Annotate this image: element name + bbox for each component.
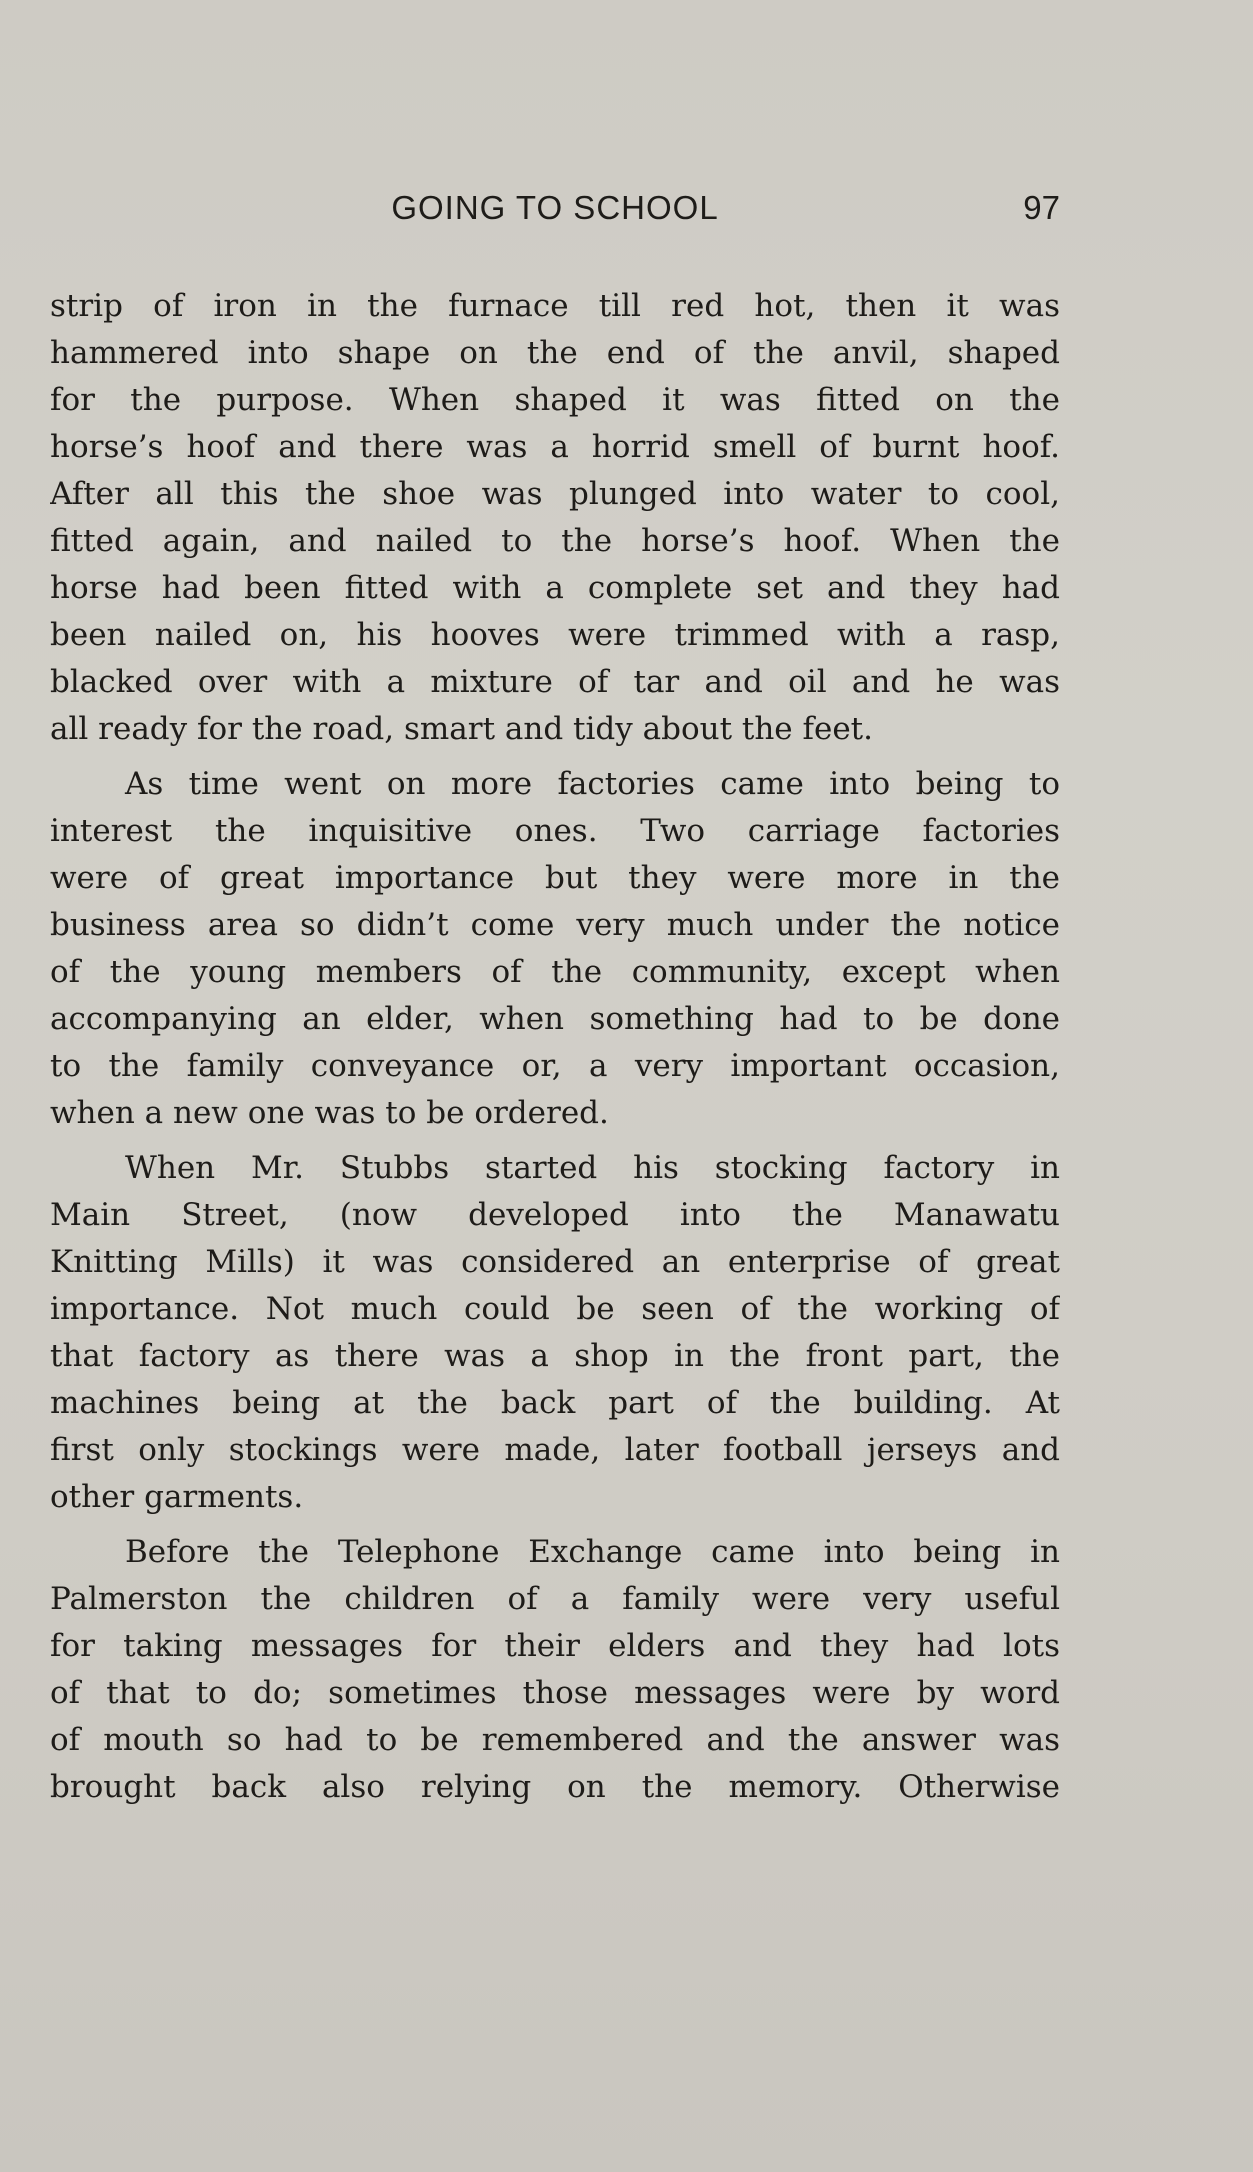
text-line: Palmerston the children of a family were very useful [50, 1581, 1060, 1617]
text-line: for taking messages for their elders and they had lots [50, 1628, 1060, 1664]
text-line: As time went on more factories came into being to [125, 766, 1060, 802]
text-line: fitted again, and nailed to the horse’s hoof. When the [50, 523, 1060, 559]
text-line: to the family conveyance or, a very important occasion, [50, 1048, 1060, 1084]
text-line: hammered into shape on the end of the anvil, shaped [50, 335, 1060, 371]
text-line: other garments. [50, 1479, 304, 1515]
text-line: interest the inquisitive ones. Two carriage factories [50, 813, 1060, 849]
text-line: Main Street, (now developed into the Manawatu [50, 1197, 1060, 1233]
page-number: 97 [1023, 189, 1060, 226]
text-line: Before the Telephone Exchange came into being in [125, 1534, 1060, 1570]
page-header [50, 183, 1060, 233]
running-head: GOING TO SCHOOL [391, 189, 719, 226]
text-line: accompanying an elder, when something had to be done [50, 1001, 1060, 1037]
paragraph [50, 1529, 1060, 1811]
text-line: blacked over with a mixture of tar and oil and he was [50, 664, 1060, 700]
text-line: first only stockings were made, later football jerseys and [50, 1432, 1060, 1468]
text-line: of the young members of the community, except when [50, 954, 1060, 990]
paragraph [50, 1145, 1060, 1521]
paragraph [50, 283, 1060, 753]
text-line: importance. Not much could be seen of the working of [50, 1291, 1060, 1327]
text-line: of mouth so had to be remembered and the answer was [50, 1722, 1060, 1758]
body-text [50, 283, 1060, 1819]
text-line: horse’s hoof and there was a horrid smell of burnt hoof. [50, 429, 1060, 465]
text-line: that factory as there was a shop in the front part, the [50, 1338, 1060, 1374]
text-line: strip of iron in the furnace till red hot, then it was [50, 288, 1060, 324]
paragraph [50, 761, 1060, 1137]
text-line: horse had been fitted with a complete set and they had [50, 570, 1060, 606]
text-line: brought back also relying on the memory. Otherwise [50, 1769, 1060, 1805]
text-line: for the purpose. When shaped it was fitted on the [50, 382, 1060, 418]
text-line: When Mr. Stubbs started his stocking factory in [125, 1150, 1060, 1186]
text-line: Knitting Mills) it was considered an enterprise of great [50, 1244, 1060, 1280]
text-line: been nailed on, his hooves were trimmed with a rasp, [50, 617, 1060, 653]
text-line: all ready for the road, smart and tidy about the feet. [50, 711, 873, 747]
text-line: when a new one was to be ordered. [50, 1095, 609, 1131]
text-line: of that to do; sometimes those messages were by word [50, 1675, 1060, 1711]
text-line: were of great importance but they were more in the [50, 860, 1060, 896]
text-line: machines being at the back part of the building. At [50, 1385, 1060, 1421]
text-line: business area so didn’t come very much under the notice [50, 907, 1060, 943]
text-line: After all this the shoe was plunged into water to cool, [50, 476, 1060, 512]
